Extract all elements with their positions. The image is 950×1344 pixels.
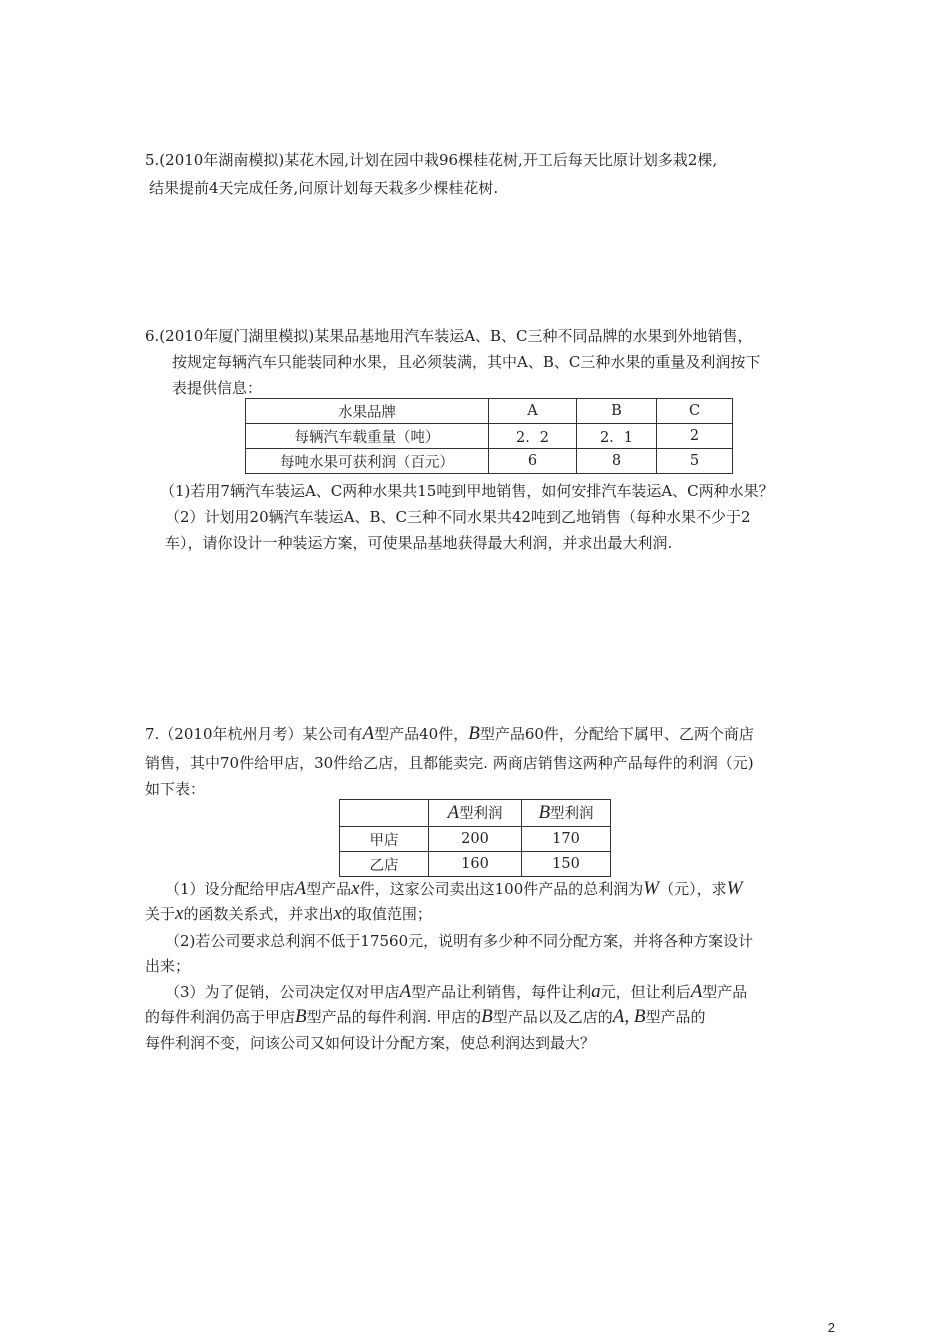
- q5-line-1: 5.(2010年湖南模拟)某花木园,计划在园中栽96棵桂花树,开工后每天比原计划多栽2棵,: [145, 151, 718, 169]
- q7-text: 的每件利润仍高于甲店: [145, 1008, 296, 1026]
- q7-text: 关于: [145, 905, 176, 923]
- q7-text: 型产品: [306, 880, 352, 898]
- q7-text: 型产品的: [645, 1008, 706, 1026]
- math-var-x: x: [333, 903, 342, 924]
- q7-line-2: 销售，其中70件给甲店，30件给乙店，且都能卖完. 两商店销售这两种产品每件的利润（元): [145, 754, 754, 772]
- q7-line-1: [145, 723, 754, 745]
- table-header-cell: [429, 800, 522, 827]
- q7-text: 的取值范围；: [341, 905, 432, 923]
- q7-text: （1）设分配给甲店: [165, 880, 295, 898]
- q7-text: 型产品的每件利润. 甲店的: [306, 1008, 482, 1026]
- math-var-a: a: [591, 981, 601, 1002]
- math-var-B: B: [295, 1006, 307, 1027]
- col-label: 型利润: [459, 806, 503, 822]
- table-cell: 150: [522, 852, 611, 877]
- q6-part-2-line-1: （2）计划用20辆汽车装运A、B、C三种不同水果共42吨到乙地销售（每种水果不少于2: [165, 508, 751, 526]
- table-cell: 每辆汽车载重量（吨）: [246, 424, 489, 449]
- q7-text: 的函数关系式，并求出: [183, 905, 334, 923]
- math-var-A: A: [399, 981, 412, 1002]
- table-cell: 8: [577, 449, 657, 474]
- table-cell: 200: [429, 827, 522, 852]
- table-cell: 2．2: [489, 424, 577, 449]
- table-row: [340, 800, 611, 827]
- math-var-A: A: [294, 878, 307, 899]
- table-header-cell: C: [657, 399, 733, 424]
- table-cell: 甲店: [340, 827, 429, 852]
- q7-part-1-line-1: [165, 878, 742, 900]
- table-row: [340, 852, 611, 877]
- math-var-A: A: [612, 1006, 625, 1027]
- q7-text: 元，但让利后: [600, 983, 691, 1001]
- col-label: 型利润: [550, 806, 594, 822]
- q6-part-1: （1)若用7辆汽车装运A、C两种水果共15吨到甲地销售，如何安排汽车装运A、C两种水果？: [160, 482, 774, 500]
- q5-line-2: 结果提前4天完成任务,问原计划每天栽多少棵桂花树.: [149, 179, 499, 197]
- q7-part-3-line-2: [145, 1006, 706, 1028]
- table-cell: 160: [429, 852, 522, 877]
- q6-part-2-line-2: 车），请你设计一种装运方案，可使果品基地获得最大利润，并求出最大利润.: [165, 534, 673, 552]
- table-row: [246, 424, 733, 449]
- math-var-B: B: [481, 1006, 493, 1027]
- table-cell: 2．1: [577, 424, 657, 449]
- profit-table: [339, 799, 611, 877]
- q7-text: 7.（2010年杭州月考）某公司有: [145, 725, 363, 743]
- table-row: [340, 827, 611, 852]
- q7-part-2-line-1: （2)若公司要求总利润不低于17560元，说明有多少种不同分配方案，并将各种方案设计: [165, 932, 754, 950]
- math-var-B: B: [538, 802, 551, 823]
- q7-text: 型产品让利销售，每件让利: [411, 983, 592, 1001]
- math-var-x: x: [351, 878, 360, 899]
- q7-text: （3）为了促销，公司决定仅对甲店: [165, 983, 400, 1001]
- q7-part-1-line-2: [145, 903, 432, 925]
- table-row: [246, 449, 733, 474]
- table-cell: 5: [657, 449, 733, 474]
- q6-line-2: 按规定每辆汽车只能装同种水果，且必须装满，其中A、B、C三种水果的重量及利润按下: [172, 353, 761, 371]
- table-header-cell: A: [489, 399, 577, 424]
- q7-text: 型产品60件，分配给下属甲、乙两个商店: [479, 725, 754, 743]
- table-header-cell: 水果品牌: [246, 399, 489, 424]
- table-cell: 乙店: [340, 852, 429, 877]
- table-header-cell: [522, 800, 611, 827]
- math-var-B: B: [633, 1006, 646, 1027]
- q7-part-2-line-2: 出来；: [145, 957, 191, 975]
- math-var-A: A: [362, 723, 375, 744]
- table-header-cell: B: [577, 399, 657, 424]
- q7-text: 型产品: [702, 983, 748, 1001]
- q7-line-3: 如下表：: [145, 780, 206, 798]
- q7-text: 型产品以及乙店的: [492, 1008, 613, 1026]
- q7-text: （元），求: [659, 880, 727, 898]
- math-var-W: W: [726, 878, 743, 899]
- q7-text: 件，这家公司卖出这100件产品的总利润为: [359, 880, 644, 898]
- table-cell: 6: [489, 449, 577, 474]
- math-var-x: x: [175, 903, 184, 924]
- page-number: 2: [827, 1320, 835, 1335]
- math-var-A: A: [690, 981, 703, 1002]
- table-cell: 2: [657, 424, 733, 449]
- fruit-table: [245, 398, 733, 474]
- q6-line-1: 6.(2010年厦门湖里模拟)某果品基地用汽车装运A、B、C三种不同品牌的水果到外地销售，: [145, 327, 753, 345]
- math-var-B: B: [468, 723, 480, 744]
- table-cell: 170: [522, 827, 611, 852]
- q6-line-3: 表提供信息：: [172, 379, 263, 397]
- q7-text: 型产品40件，: [374, 725, 469, 743]
- table-row: [246, 399, 733, 424]
- math-comma: ,: [624, 1006, 634, 1027]
- q7-part-3-line-1: [165, 981, 747, 1003]
- table-header-cell: [340, 800, 429, 827]
- math-var-W: W: [643, 878, 660, 899]
- math-var-A: A: [447, 802, 460, 823]
- q7-part-3-line-3: 每件利润不变，问该公司又如何设计分配方案，使总利润达到最大？: [145, 1034, 596, 1052]
- table-cell: 每吨水果可获利润（百元）: [246, 449, 489, 474]
